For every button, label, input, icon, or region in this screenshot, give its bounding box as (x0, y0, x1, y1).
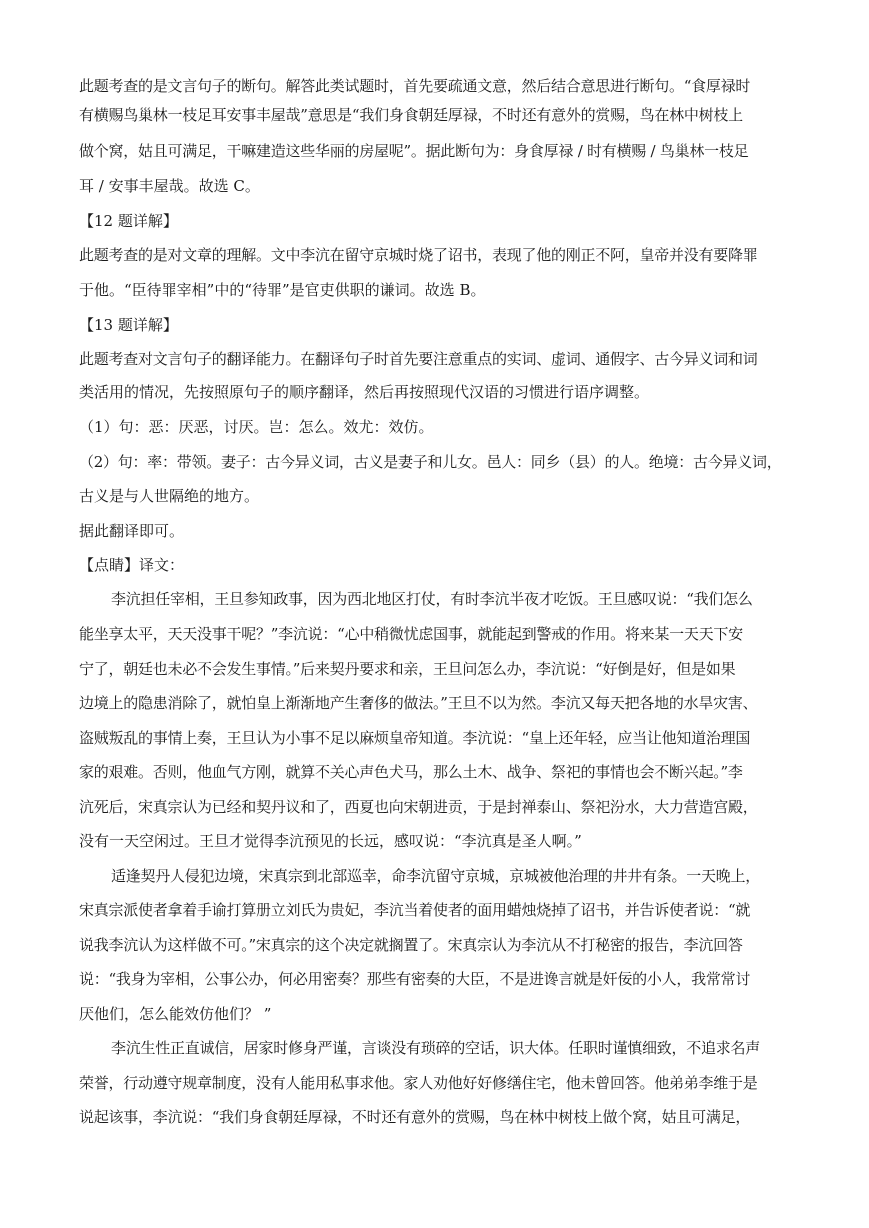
text-line: （2）句：率：带领。妻子：古今异义词，古义是妻子和儿女。邑人：同乡（县）的人。绝境：古今异义词， (79, 453, 782, 471)
text-line: 此题考查的是对文章的理解。文中李沆在留守京城时烧了诏书，表现了他的刚正不阿，皇帝并没有要降罪 (79, 246, 758, 264)
text-line: 说：“我身为宰相，公事公办，何必用密奏？那些有密奏的大臣，不是进谗言就是奸佞的小人，我常常讨 (79, 970, 751, 988)
text-line: 做个窝，姑且可满足，干嘛建造这些华丽的房屋呢”。据此断句为：身食厚禄 / 时有横赐 / 鸟巢林一枝足 (79, 142, 749, 160)
text-line: 说起该事，李沆说：“我们身食朝廷厚禄，不时还有意外的赏赐，鸟在林中树枝上做个窝，姑且可满足， (79, 1108, 751, 1126)
paragraph-first-line: 适逢契丹人侵犯边境，宋真宗到北部巡幸，命李沆留守京城，京城被他治理的井井有条。一天晚上， (111, 867, 761, 885)
text-line: 盗贼叛乱的事情上奏，王旦认为小事不足以麻烦皇帝知道。李沆说：“皇上还年轻，应当让他知道治理国 (79, 729, 751, 747)
text-line: 宋真宗派使者拿着手谕打算册立刘氏为贵妃，李沆当着使者的面用蜡烛烧掉了诏书，并告诉使者说：“就 (79, 901, 751, 919)
text-line: 荣誉，行动遵守规章制度，没有人能用私事求他。家人劝他好好修缮住宅，他未曾回答。他弟弟李维于是 (79, 1074, 758, 1092)
text-line: 类活用的情况，先按照原句子的顺序翻译，然后再按照现代汉语的习惯进行语序调整。 (79, 383, 650, 401)
text-line: （1）句：恶：厌恶，讨厌。岂：怎么。效尤：效仿。 (79, 418, 434, 436)
text-line: 边境上的隐患消除了，就怕皇上渐渐地产生奢侈的做法。”王旦不以为然。李沆又每天把各地的水旱灾害、 (79, 694, 758, 712)
text-line: 据此翻译即可。 (79, 522, 185, 540)
text-line: 此题考查的是文言句子的断句。解答此类试题时，首先要疏通文意，然后结合意思进行断句。“食厚禄时 (79, 77, 751, 95)
text-line: 宁了，朝廷也未必不会发生事情。”后来契丹要求和亲，王旦问怎么办，李沆说：“好倒是好，但是如果 (79, 660, 736, 678)
text-line: 于他。“臣待罪宰相”中的“待罪”是官吏供职的谦词。故选 B。 (79, 281, 486, 299)
section-heading: 【12 题详解】 (79, 212, 178, 230)
text-line: 家的艰难。否则，他血气方刚，就算不关心声色犬马，那么土木、战争、祭祀的事情也会不断兴起。”李 (79, 763, 743, 781)
section-heading: 【13 题详解】 (79, 316, 178, 334)
text-line: 没有一天空闲过。王旦才觉得李沆预见的长远，感叹说：“李沆真是圣人啊。” (79, 832, 582, 850)
paragraph-first-line: 李沆生性正直诚信，居家时修身严谨，言谈没有琐碎的空话，识大体。任职时谨慎细致，不追求名声 (111, 1039, 761, 1057)
text-line: 古义是与人世隔绝的地方。 (79, 487, 260, 505)
paragraph-first-line: 李沆担任宰相，王旦参知政事，因为西北地区打仗，有时李沆半夜才吃饭。王旦感叹说：“我们怎么 (111, 590, 753, 608)
text-line: 厌他们，怎么能效仿他们？ ” (79, 1005, 272, 1023)
text-line: 沆死后，宋真宗认为已经和契丹议和了，西夏也向宋朝进贡，于是封禅泰山、祭祀汾水，大力营造宫殿， (79, 798, 758, 816)
text-line: 耳 / 安事丰屋哉。故选 C。 (79, 177, 260, 195)
text-line: 能坐享太平，天天没事干呢？”李沆说：“心中稍微忧虑国事，就能起到警戒的作用。将来某一天天下安 (79, 625, 743, 643)
text-line: 此题考查对文言句子的翻译能力。在翻译句子时首先要注意重点的实词、虚词、通假字、古今异义词和词 (79, 350, 758, 368)
section-heading: 【点睛】译文： (79, 556, 185, 574)
text-line: 说我李沆认为这样做不可。”宋真宗的这个决定就搁置了。宋真宗认为李沆从不打秘密的报告，李沆回答 (79, 936, 743, 954)
text-line: 有横赐鸟巢林一枝足耳安事丰屋哉”意思是“我们身食朝廷厚禄，不时还有意外的赏赐，鸟在林中树枝上 (79, 106, 743, 124)
